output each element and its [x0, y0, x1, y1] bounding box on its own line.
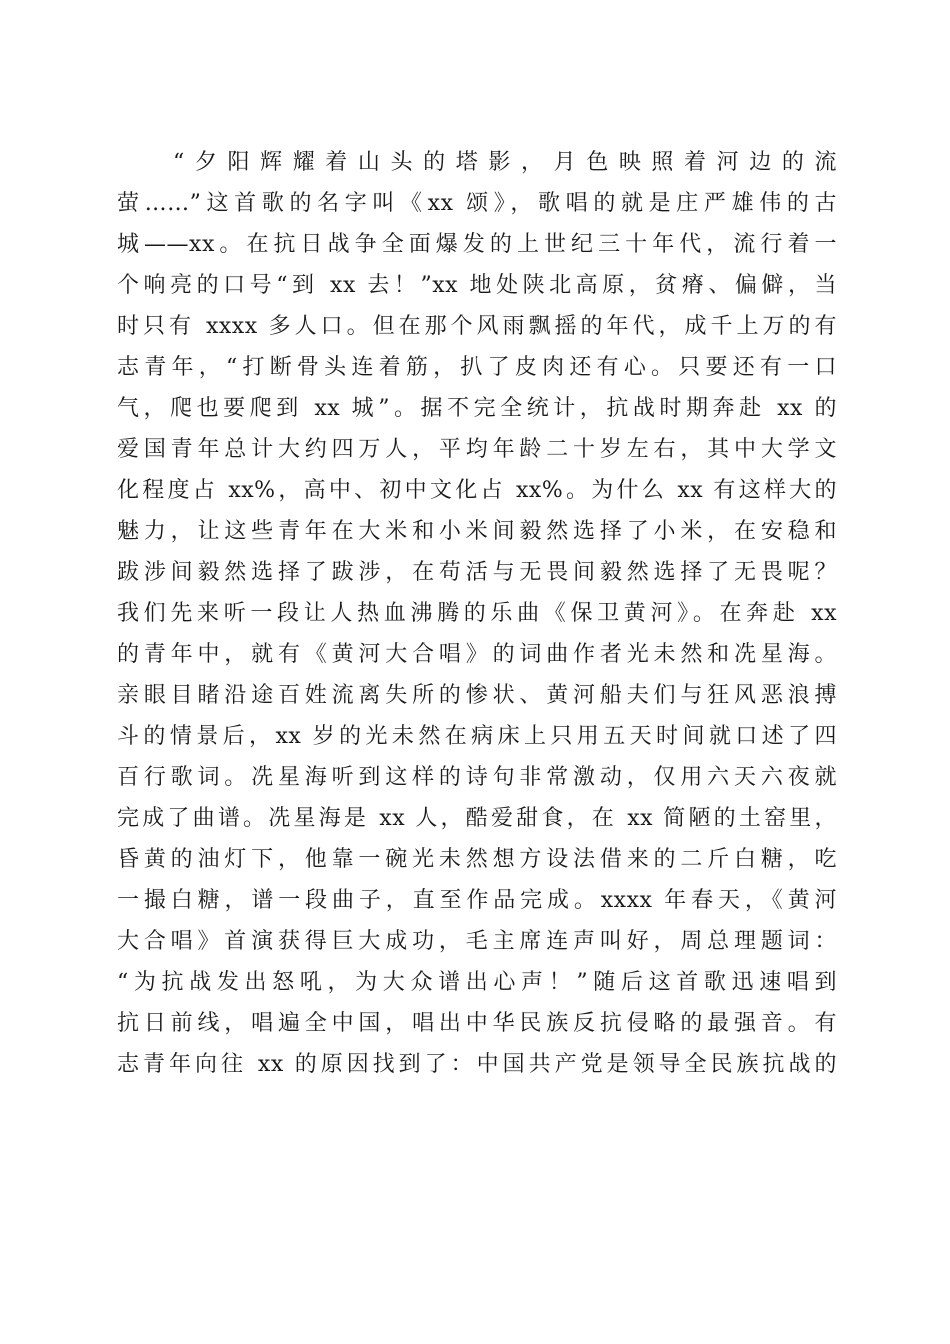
text-line: 百行歌词。冼星海听到这样的诗句非常激动，仅用六天六夜就	[117, 765, 837, 790]
text-line: 城——xx。在抗日战争全面爆发的上世纪三十年代，流行着一	[117, 232, 837, 257]
text-line: “为抗战发出怒吼，为大众谱出心声！”随后这首歌迅速唱到	[117, 970, 837, 995]
text-line: 完成了曲谱。冼星海是 xx 人，酷爱甜食，在 xx 简陋的土窑里，	[117, 806, 837, 831]
text-line: 昏黄的油灯下，他靠一碗光未然想方设法借来的二斤白糖，吃	[117, 847, 837, 872]
text-line: 跋涉间毅然选择了跋涉，在苟活与无畏间毅然选择了无畏呢？	[117, 560, 837, 585]
text-line: 魅力，让这些青年在大米和小米间毅然选择了小米，在安稳和	[117, 519, 837, 544]
text-line: 爱国青年总计大约四万人，平均年龄二十岁左右，其中大学文	[117, 437, 837, 462]
text-line: 个响亮的口号“到 xx 去！”xx 地处陕北高原，贫瘠、偏僻，当	[117, 273, 837, 298]
body-paragraph	[117, 142, 837, 1085]
text-line: 志青年，“打断骨头连着筋，扒了皮肉还有心。只要还有一口	[117, 355, 837, 380]
text-line: 志青年向往 xx 的原因找到了：中国共产党是领导全民族抗战的	[117, 1052, 837, 1077]
text-line: 抗日前线，唱遍全中国，唱出中华民族反抗侵略的最强音。有	[117, 1011, 837, 1036]
text-line: 化程度占 xx%，高中、初中文化占 xx%。为什么 xx 有这样大的	[117, 478, 837, 503]
text-line: 我们先来听一段让人热血沸腾的乐曲《保卫黄河》。在奔赴 xx	[117, 601, 837, 626]
text-line: 一撮白糖，谱一段曲子，直至作品完成。xxxx 年春天，《黄河	[117, 888, 837, 913]
text-line: 大合唱》首演获得巨大成功，毛主席连声叫好，周总理题词：	[117, 929, 837, 954]
text-line: 斗的情景后，xx 岁的光未然在病床上只用五天时间就口述了四	[117, 724, 837, 749]
text-line: 萤……”这首歌的名字叫《xx 颂》，歌唱的就是庄严雄伟的古	[117, 191, 837, 216]
text-line: “夕阳辉耀着山头的塔影，月色映照着河边的流	[173, 150, 837, 175]
text-line: 时只有 xxxx 多人口。但在那个风雨飘摇的年代，成千上万的有	[117, 314, 837, 339]
text-line: 亲眼目睹沿途百姓流离失所的惨状、黄河船夫们与狂风恶浪搏	[117, 683, 837, 708]
text-line: 气，爬也要爬到 xx 城”。据不完全统计，抗战时期奔赴 xx 的	[117, 396, 837, 421]
text-line: 的青年中，就有《黄河大合唱》的词曲作者光未然和冼星海。	[117, 642, 837, 667]
